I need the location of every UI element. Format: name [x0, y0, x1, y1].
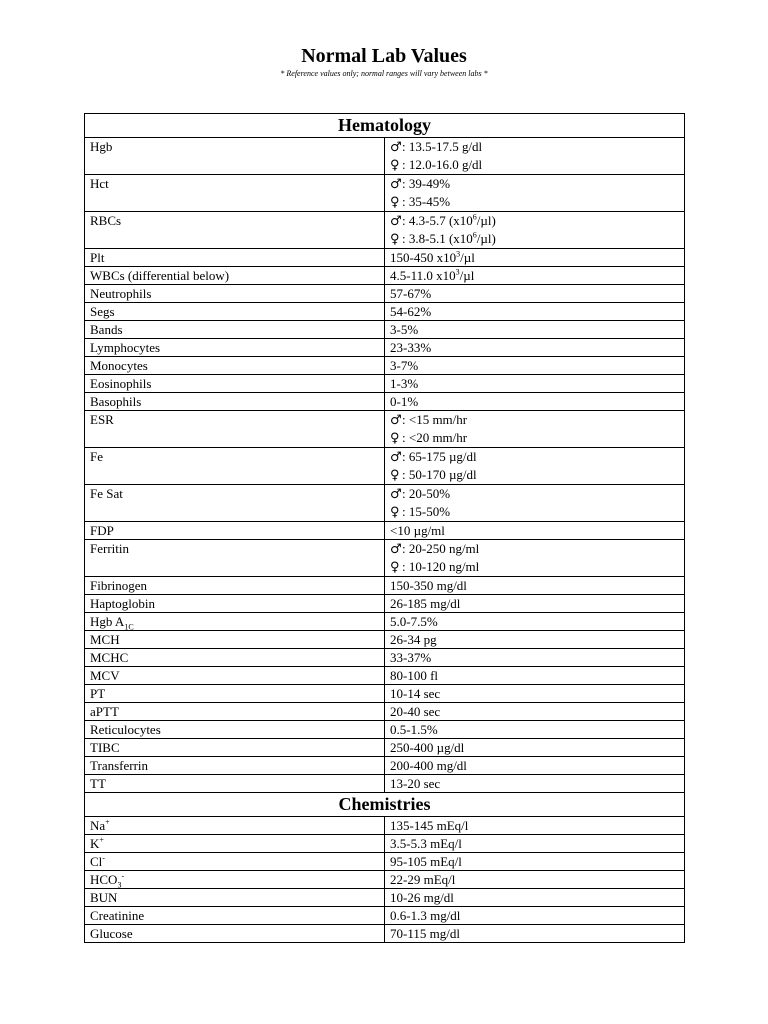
- test-value: 26-185 mg/dl: [385, 595, 685, 613]
- page-title: Normal Lab Values: [301, 45, 467, 67]
- test-name: Haptoglobin: [85, 595, 385, 613]
- test-value: 150-350 mg/dl: [385, 577, 685, 595]
- test-value: 0.5-1.5%: [385, 721, 685, 739]
- section-heading-chemistries: Chemistries: [85, 793, 685, 817]
- test-name: Eosinophils: [85, 375, 385, 393]
- table-row: [85, 757, 685, 775]
- test-value: ♂: 65-175 µg/dl ♀ : 50-170 µg/dl: [385, 448, 685, 485]
- test-value: 70-115 mg/dl: [385, 925, 685, 943]
- test-value: 135-145 mEq/l: [385, 817, 685, 835]
- male-symbol-icon: ♂: [390, 487, 402, 502]
- male-symbol-icon: ♂: [390, 177, 402, 192]
- test-value: ♂: 4.3-5.7 $(x10^6/\mu l)$ ♀ : 3.8-5.1 $(x10^6/\mu l)$: [385, 212, 685, 249]
- test-name: TIBC: [85, 739, 385, 757]
- test-value: ♂: 39-49% ♀ : 35-45%: [385, 175, 685, 212]
- table-row: [85, 835, 685, 853]
- lab-values-table: [84, 113, 685, 943]
- test-name: Plt: [85, 249, 385, 267]
- table-row: [85, 739, 685, 757]
- section-header-row: [85, 793, 685, 817]
- table-row: [85, 411, 685, 448]
- test-name: Fe Sat: [85, 485, 385, 522]
- table-row: [85, 817, 685, 835]
- test-value: 13-20 sec: [385, 775, 685, 793]
- male-symbol-icon: ♂: [390, 542, 402, 557]
- table-row: [85, 577, 685, 595]
- test-name: Monocytes: [85, 357, 385, 375]
- test-value: 10-14 sec: [385, 685, 685, 703]
- test-value: 3-5%: [385, 321, 685, 339]
- table-row: [85, 175, 685, 212]
- test-name: Bands: [85, 321, 385, 339]
- test-value: ♂: 20-250 ng/ml ♀ : 10-120 ng/ml: [385, 540, 685, 577]
- test-name: Transferrin: [85, 757, 385, 775]
- test-name: ESR: [85, 411, 385, 448]
- test-name: Segs: [85, 303, 385, 321]
- female-symbol-icon: ♀: [390, 431, 400, 446]
- test-name: $HCO_3^-$: [85, 871, 385, 889]
- table-row: [85, 925, 685, 943]
- test-name: Hgb $A_{1C}$: [85, 613, 385, 631]
- table-row: [85, 357, 685, 375]
- table-row: [85, 285, 685, 303]
- table-row: [85, 303, 685, 321]
- test-name: MCV: [85, 667, 385, 685]
- table-row: [85, 138, 685, 175]
- test-value: 0-1%: [385, 393, 685, 411]
- section-heading-hematology: Hematology: [85, 114, 685, 138]
- table-row: [85, 595, 685, 613]
- test-value: 20-40 sec: [385, 703, 685, 721]
- test-value: 33-37%: [385, 649, 685, 667]
- female-symbol-icon: ♀: [390, 468, 400, 483]
- table-row: [85, 339, 685, 357]
- test-name: K+: [85, 835, 385, 853]
- test-value: 23-33%: [385, 339, 685, 357]
- table-row: [85, 375, 685, 393]
- test-name: aPTT: [85, 703, 385, 721]
- test-name: Neutrophils: [85, 285, 385, 303]
- test-value: 3-7%: [385, 357, 685, 375]
- table-row: [85, 267, 685, 285]
- test-value: 80-100 fl: [385, 667, 685, 685]
- test-name: Hct: [85, 175, 385, 212]
- test-name: Fibrinogen: [85, 577, 385, 595]
- test-value: 26-34 pg: [385, 631, 685, 649]
- test-name: Cl-: [85, 853, 385, 871]
- female-symbol-icon: ♀: [390, 232, 400, 247]
- female-symbol-icon: ♀: [390, 505, 400, 520]
- test-value: 200-400 mg/dl: [385, 757, 685, 775]
- test-value: 4.5-11.0 $x10^3/\mu l$: [385, 267, 685, 285]
- test-name: BUN: [85, 889, 385, 907]
- table-row: [85, 522, 685, 540]
- male-symbol-icon: ♂: [390, 450, 402, 465]
- test-name: TT: [85, 775, 385, 793]
- test-name: WBCs (differential below): [85, 267, 385, 285]
- table-row: [85, 685, 685, 703]
- test-value: 95-105 mEq/l: [385, 853, 685, 871]
- table-row: [85, 613, 685, 631]
- test-name: Glucose: [85, 925, 385, 943]
- table-row: [85, 485, 685, 522]
- page-subtitle: * Reference values only; normal ranges will vary between labs *: [280, 69, 488, 78]
- test-value: 57-67%: [385, 285, 685, 303]
- male-symbol-icon: ♂: [390, 413, 402, 428]
- test-value: 22-29 mEq/l: [385, 871, 685, 889]
- test-value: 5.0-7.5%: [385, 613, 685, 631]
- test-value: ♂: 13.5-17.5 g/dl ♀ : 12.0-16.0 g/dl: [385, 138, 685, 175]
- table-row: [85, 212, 685, 249]
- table-row: [85, 721, 685, 739]
- test-name: PT: [85, 685, 385, 703]
- test-value: 0.6-1.3 mg/dl: [385, 907, 685, 925]
- table-row: [85, 631, 685, 649]
- table-row: [85, 703, 685, 721]
- test-value: <10 µg/ml: [385, 522, 685, 540]
- table-row: [85, 448, 685, 485]
- female-symbol-icon: ♀: [390, 560, 400, 575]
- male-symbol-icon: ♂: [390, 140, 402, 155]
- table-row: [85, 907, 685, 925]
- table-row: [85, 871, 685, 889]
- test-name: RBCs: [85, 212, 385, 249]
- test-name: Creatinine: [85, 907, 385, 925]
- test-name: MCH: [85, 631, 385, 649]
- test-value: 3.5-5.3 mEq/l: [385, 835, 685, 853]
- table-row: [85, 853, 685, 871]
- table-row: [85, 249, 685, 267]
- test-value: 150-450 $x10^3/\mu l$: [385, 249, 685, 267]
- female-symbol-icon: ♀: [390, 195, 400, 210]
- test-value: 250-400 µg/dl: [385, 739, 685, 757]
- test-value: ♂: <15 mm/hr ♀ : <20 mm/hr: [385, 411, 685, 448]
- test-name: Reticulocytes: [85, 721, 385, 739]
- test-name: MCHC: [85, 649, 385, 667]
- table-row: [85, 667, 685, 685]
- test-name: FDP: [85, 522, 385, 540]
- test-name: Ferritin: [85, 540, 385, 577]
- test-value: ♂: 20-50% ♀ : 15-50%: [385, 485, 685, 522]
- section-header-row: [85, 114, 685, 138]
- female-symbol-icon: ♀: [390, 158, 400, 173]
- table-row: [85, 540, 685, 577]
- test-name: Lymphocytes: [85, 339, 385, 357]
- table-row: [85, 649, 685, 667]
- test-name: Basophils: [85, 393, 385, 411]
- test-name: Na+: [85, 817, 385, 835]
- test-name: Hgb: [85, 138, 385, 175]
- test-value: 1-3%: [385, 375, 685, 393]
- table-row: [85, 775, 685, 793]
- test-value: 54-62%: [385, 303, 685, 321]
- test-name: Fe: [85, 448, 385, 485]
- male-symbol-icon: ♂: [390, 214, 402, 229]
- test-value: 10-26 mg/dl: [385, 889, 685, 907]
- table-row: [85, 889, 685, 907]
- table-row: [85, 393, 685, 411]
- table-row: [85, 321, 685, 339]
